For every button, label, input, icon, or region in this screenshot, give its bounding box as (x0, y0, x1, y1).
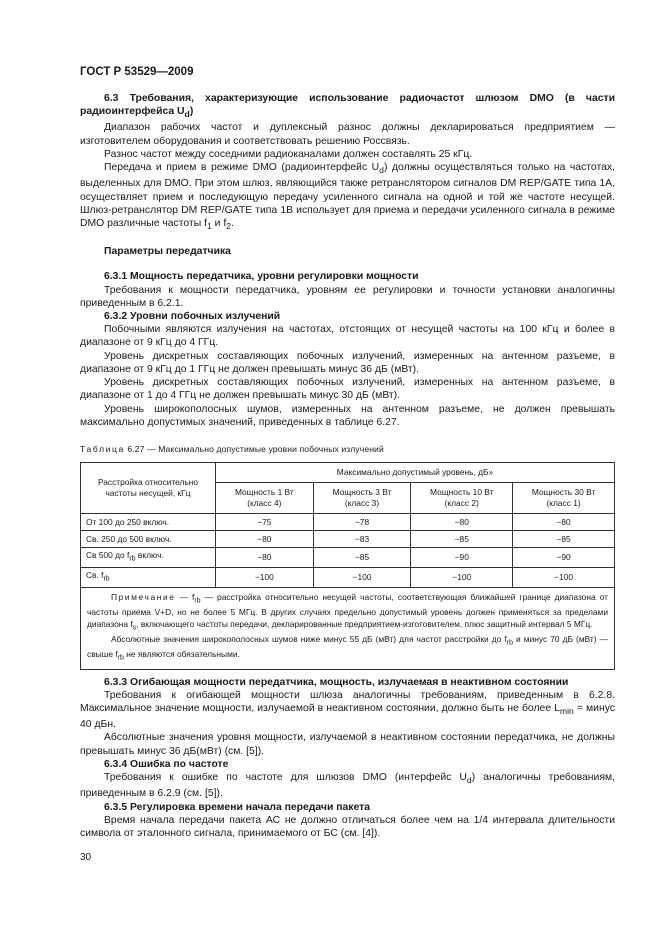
table-header-col: Мощность 10 Вт (класс 2) (411, 483, 513, 514)
table-header-offset: Расстройка относительно частоты несущей, кГц (81, 463, 216, 514)
table-row: От 100 до 250 включ. −75 −78 −80 −80 (81, 514, 615, 531)
paragraph: Абсолютные значения уровня мощности, излучаемой в неактивном состоянии передатчика, не должны превышать минус 36 дБ(мВт) (см. [5]). (80, 732, 615, 757)
paragraph: Диапазон рабочих частот и дуплексный разнос должны декларироваться предприятием — изготовителем оборудования и соответствовать решению Россвязь. (80, 122, 615, 147)
table-row: Св 500 до $f_{rb}$ включ. −80 −85 −90 −90 (81, 548, 615, 568)
paragraph: Требования к мощности передатчика, уровням ее регулировки и точности установки аналогичны приведенным в 6.2.1. (80, 284, 615, 309)
section-6-3-1-heading: 6.3.1 Мощность передатчика, уровни регулировки мощности (104, 271, 419, 283)
paragraph: Побочными являются излучения на частотах, отстоящих от несущей частоты на 100 кГц и более в диапазоне от 9 кГц до 4 ГГц. (80, 324, 615, 349)
paragraph: Требования к огибающей мощности шлюза аналогичны требованиям, приведенным в 6.2.8. Максимальное значение мощности, излучаемой в неактивном состоянии, должно быть не более $L_{min}$ = минус 40 дБн. (80, 689, 615, 731)
table-row: Св. 250 до 500 включ. −80 −83 −85 −85 (81, 531, 615, 548)
paragraph: Время начала передачи пакета АС не должно отличаться более чем на 1/4 интервала длительности символа от эталонного сигнала, принимаемого от БС (см. [4]). (80, 814, 615, 839)
table-note: Примечание — $f_{rb}$ — расстройка относительно несущей частоты, соответствующая ближайшей границе диапазона от частоты приема V+D, но не более 5 МГц. В других случаях предельно допустимый уровень должен применяться за пределами диапазона $f_s$, включающего частоты передачи, декларированные предприятием-изготовителем, плюс защитный интервал 5 МГц. Абсолютные значения широкополосных шумов ниже минус 55 дБ (мВт) для частот расстройки до $f_{rb}$ и минус 70 дБ (мВт) — свыше $f_{rb}$ не являются обязательными. (81, 587, 615, 669)
section-6-3-heading: 6.3 Требования, характеризующие использование радиочастот шлюзом DMO (в части радиоинтерфейса $U_d$) (80, 93, 615, 120)
document-body (80, 92, 615, 840)
paragraph: Уровень широкополосных шумов, измеренных на антенном разъеме, не должен превышать максимально допустимых значений, приведенных в таблице 6.27. (80, 403, 615, 428)
table-row: Св. $f_{rb}$ −100 −100 −100 −100 (81, 567, 615, 587)
paragraph: Требования к ошибке по частоте для шлюзов DMO (интерфейс $U_d$) аналогичны требованиям, приведенным в 6.2.9 (см. [5]). (80, 772, 615, 800)
table-header-group: Максимально допустимый уровень, дБ» (216, 463, 615, 483)
section-6-3-2-heading: 6.3.2 Уровни побочных излучений (104, 311, 281, 323)
document-header: ГОСТ Р 53529—2009 (80, 66, 194, 78)
paragraph: Разнос частот между соседними радиоканалами должен составлять 25 кГц. (104, 148, 473, 160)
table-header-col: Мощность 3 Вт (класс 3) (313, 483, 411, 514)
paragraph: Уровень дискретных составляющих побочных излучений, измеренных на антенном разъеме, в диапазоне от 9 кГц до 1 ГГц не должен превышать минус 36 дБ (мВт). (80, 350, 615, 375)
page-number: 30 (80, 852, 92, 863)
table-caption: Таблица 6.27 — Максимально допустимые уровни побочных излучений (80, 443, 384, 454)
section-6-3-4-heading: 6.3.4 Ошибка по частоте (104, 758, 229, 770)
section-6-3-5-heading: 6.3.5 Регулировка времени начала передачи пакета (104, 801, 370, 813)
table-header-col: Мощность 30 Вт (класс 1) (513, 483, 615, 514)
table-header-col: Мощность 1 Вт (класс 4) (216, 483, 314, 514)
paragraph: Уровень дискретных составляющих побочных излучений, измеренных на антенном разъеме, в диапазоне от 1 до 4 ГГц не должен превышать минус 30 дБ (мВт). (80, 377, 615, 402)
section-6-3-3-heading: 6.3.3 Огибающая мощности передатчика, мощность, излучаемая в неактивном состоянии (104, 676, 569, 688)
paragraph: Передача и прием в режиме DMO (радиоинтерфейс $U_d$) должны осуществляться только на частотах, выделенных для DMO. При этом шлюз, являющийся также ретранслятором сигналов DM REP/GATE типа 1А, осуществляет прием и последующую передачу усиленного сигнала на одной и той же частоте несущей. Шлюз-ретранслятор DM REP/GATE типа 1В использует для приема и передачи усиленного сигнала в режиме DMO различные частоты $f_1$ и $f_2$. (80, 162, 615, 232)
transmitter-parameters-heading: Параметры передатчика (104, 246, 231, 258)
spurious-emissions-table (80, 462, 615, 669)
